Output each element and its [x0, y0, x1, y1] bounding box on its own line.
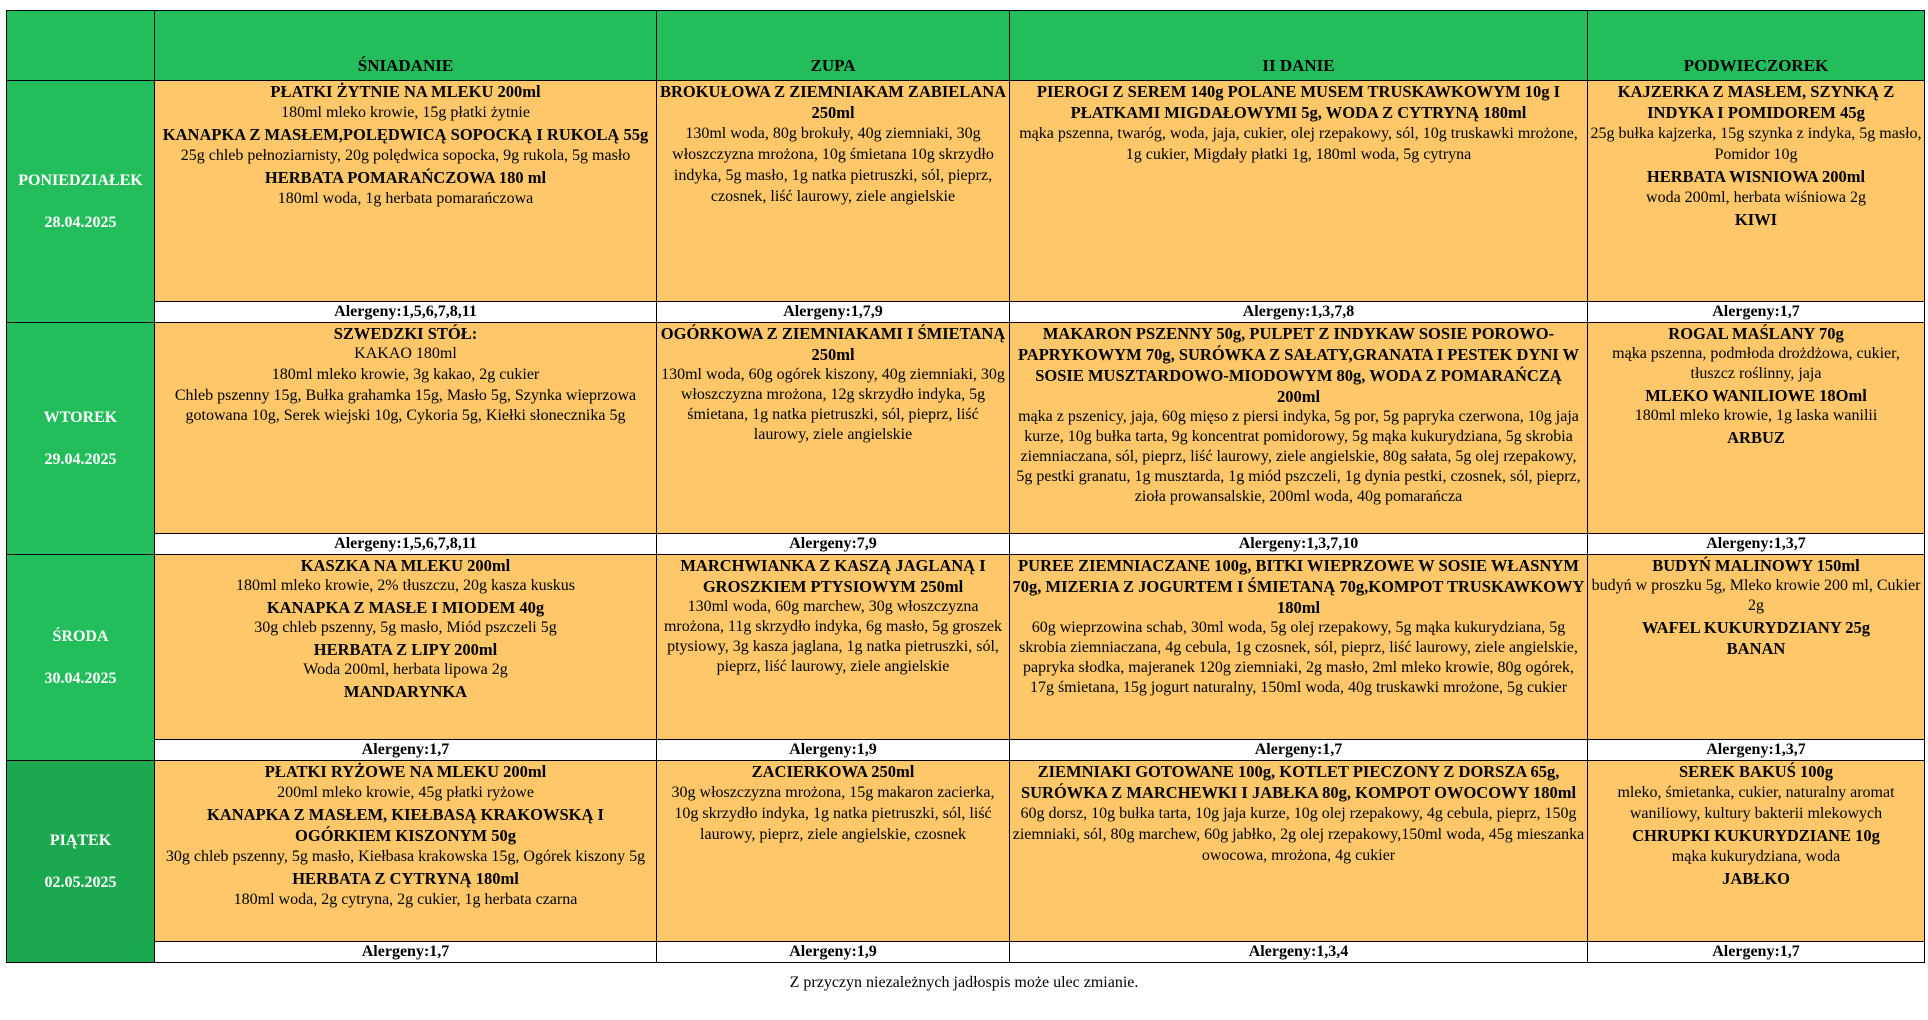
header-soup: ZUPA [657, 11, 1010, 81]
dish-title: KIWI [1734, 210, 1778, 229]
day-row-poniedzialek [7, 81, 1925, 302]
header-corner [7, 11, 155, 81]
dish-title: KAJZERKA Z MASŁEM, SZYNKĄ Z INDYKA I POMIDOREM 45g [1617, 82, 1895, 122]
soup-cell [657, 323, 1010, 534]
breakfast-cell [155, 81, 657, 302]
dish-title: ROGAL MAŚLANY 70g [1668, 324, 1844, 343]
dish-ingredients: 60g wieprzowina schab, 30ml woda, 5g olej rzepakowy, 5g mąka kukurydziana, 5g skrobia ziemniaczana, 4g cebula, 1g czosnek, sól, pieprz, liść laurowy, ziele angielskie, papryka słodka, majeranek 120g ziemniaki, 2g masło, 2ml mleko krowie, 80g ogórek, 17g śmietana, 15g jogurt naturalny, 150ml woda, 40g truskawki mrożone, 5g cukier [1019, 619, 1578, 696]
dish-ingredients: 60g dorsz, 10g bułka tarta, 10g jaja kurze, 10g olej rzepakowy, 4g cebula, pieprz, 150g ziemniaki, sól, 80g marchew, 60g jabłko, 2g olej rzepakowy,150ml woda, 45g mieszanka owocowa, mrożona, 4g cukier [1012, 805, 1585, 864]
dish-title: HERBATA Z CYTRYNĄ 180ml [292, 869, 519, 888]
dish-ingredients: KAKAO 180ml [354, 345, 457, 362]
day-date: 30.04.2025 [44, 669, 117, 687]
dish-title: PIEROGI Z SEREM 140g POLANE MUSEM TRUSKAWKOWYM 10g I PŁATKAMI MIGDAŁOWYMI 5g, WODA Z CYTRYNĄ 180ml [1036, 82, 1561, 122]
dish-title: HERBATA POMARAŃCZOWA 180 ml [264, 168, 547, 187]
dish-title: KASZKA NA MLEKU 200ml [300, 556, 511, 575]
dish-title: MLEKO WANILIOWE 18Oml [1645, 386, 1867, 405]
allergens-cell: Alergeny:1,3,7,10 [1010, 534, 1588, 555]
dish-title: SEREK BAKUŚ 100g [1678, 762, 1834, 781]
allergens-cell: Alergeny:1,9 [657, 740, 1010, 761]
breakfast-cell [155, 323, 657, 534]
day-name: PONIEDZIAŁEK [18, 171, 143, 189]
allergens-cell: Alergeny:1,7,9 [657, 302, 1010, 323]
footer-note: Z przyczyn niezależnych jadłospis może ulec zmianie. [789, 974, 1139, 991]
allergens-row [7, 534, 1925, 555]
header-breakfast: ŚNIADANIE [155, 11, 657, 81]
day-row-wtorek [7, 323, 1925, 534]
dish-title: HERBATA Z LIPY 200ml [313, 640, 498, 659]
allergens-cell: Alergeny:1,5,6,7,8,11 [155, 302, 657, 323]
dish-ingredients: 25g bułka kajzerka, 15g szynka z indyka, 5g masło, Pomidor 10g [1590, 125, 1922, 163]
header-main: II DANIE [1010, 11, 1588, 81]
day-cell [7, 555, 155, 761]
allergens-cell: Alergeny:1,3,7 [1588, 534, 1925, 555]
dish-title: JABŁKO [1722, 869, 1790, 888]
main-dish-cell [1010, 81, 1588, 302]
dish-ingredients: 180ml woda, 1g herbata pomarańczowa [277, 190, 534, 207]
allergens-cell: Alergeny:7,9 [657, 534, 1010, 555]
allergens-cell: Alergeny:1,7 [155, 942, 657, 963]
dish-ingredients: mąka pszenna, twaróg, woda, jaja, cukier, olej rzepakowy, sól, 10g truskawki mrożone, 1g cukier, Migdały płatki 1g, 180ml woda, 5g cytryna [1019, 125, 1578, 163]
allergens-cell: Alergeny:1,7 [1588, 942, 1925, 963]
dish-title: BROKUŁOWA Z ZIEMNIAKAM ZABIELANA 250ml [659, 82, 1007, 122]
dish-ingredients: budyń w proszku 5g, Mleko krowie 200 ml, Cukier 2g [1591, 577, 1921, 614]
allergens-cell: Alergeny:1,3,7 [1588, 740, 1925, 761]
day-row-sroda [7, 555, 1925, 740]
dish-title: BUDYŃ MALINOWY 150ml [1652, 556, 1860, 575]
snack-cell [1588, 555, 1925, 740]
dish-ingredients: 30g chleb pszenny, 5g masło, Kiełbasa krakowska 15g, Ogórek kiszony 5g [165, 848, 646, 865]
breakfast-cell [155, 761, 657, 942]
dish-ingredients: 25g chleb pełnoziarnisty, 20g polędwica sopocka, 9g rukola, 5g masło [180, 147, 631, 164]
snack-cell [1588, 81, 1925, 302]
dish-title: KANAPKA Z MASŁEM, KIEŁBASĄ KRAKOWSKĄ I OGÓRKIEM KISZONYM 50g [207, 805, 604, 845]
dish-ingredients: 200ml mleko krowie, 45g płatki ryżowe [277, 784, 534, 801]
dish-ingredients: Woda 200ml, herbata lipowa 2g [303, 661, 508, 678]
dish-ingredients: 180ml mleko krowie, 1g laska wanilii [1634, 407, 1878, 424]
dish-title: BANAN [1726, 639, 1786, 658]
soup-cell [657, 81, 1010, 302]
allergens-row [7, 942, 1925, 963]
dish-title: MARCHWIANKA Z KASZĄ JAGLANĄ I GROSZKIEM PTYSIOWYM 250ml [680, 556, 986, 596]
day-date: 29.04.2025 [44, 450, 117, 468]
day-cell [7, 761, 155, 963]
day-date: 28.04.2025 [44, 213, 117, 231]
day-row-piatek [7, 761, 1925, 942]
dish-title: ZACIERKOWA 250ml [751, 762, 915, 781]
dish-ingredients: Chleb pszenny 15g, Bułka grahamka 15g, Masło 5g, Szynka wieprzowa gotowana 10g, Serek wiejski 10g, Cykoria 5g, Kiełki słonecznika 5g [174, 387, 637, 424]
allergens-cell: Alergeny:1,9 [657, 942, 1010, 963]
dish-ingredients: woda 200ml, herbata wiśniowa 2g [1646, 189, 1866, 206]
main-dish-cell [1010, 555, 1588, 740]
dish-title: MAKARON PSZENNY 50g, PULPET Z INDYKAW SOSIE POROWO-PAPRYKOWYM 70g, SURÓWKA Z SAŁATY,GRANATA I PESTEK DYNI W SOSIE MUSZTARDOWO-MIODOWYM 80g, WODA Z POMARAŃCZĄ 200ml [1017, 324, 1580, 406]
dish-title: OGÓRKOWA Z ZIEMNIAKAMI I ŚMIETANĄ 250ml [660, 324, 1006, 364]
dish-title: PŁATKI ŻYTNIE NA MLEKU 200ml [270, 82, 541, 101]
breakfast-cell [155, 555, 657, 740]
allergens-cell: Alergeny:1,7 [1588, 302, 1925, 323]
snack-cell [1588, 761, 1925, 942]
dish-ingredients: mleko, śmietanka, cukier, naturalny aromat waniliowy, kultury bakterii mlekowych [1617, 784, 1895, 822]
dish-title: KANAPKA Z MASŁE I MIODEM 40g [266, 598, 545, 617]
day-name: PIĄTEK [49, 831, 112, 849]
allergens-cell: Alergeny:1,3,4 [1010, 942, 1588, 963]
main-dish-cell [1010, 323, 1588, 534]
dish-ingredients: 30g chleb pszenny, 5g masło, Miód pszczeli 5g [254, 619, 557, 636]
menu-table [6, 10, 1925, 963]
day-cell [7, 81, 155, 323]
allergens-cell: Alergeny:1,7 [1010, 740, 1588, 761]
dish-ingredients: 180ml mleko krowie, 2% tłuszczu, 20g kasza kuskus [235, 577, 576, 594]
allergens-cell: Alergeny:1,7 [155, 740, 657, 761]
allergens-cell: Alergeny:1,3,7,8 [1010, 302, 1588, 323]
dish-ingredients: 180ml mleko krowie, 3g kakao, 2g cukier [271, 366, 540, 383]
dish-title: PUREE ZIEMNIACZANE 100g, BITKI WIEPRZOWE W SOSIE WŁASNYM 70g, MIZERIA Z JOGURTEM I ŚMIETANĄ 70g,KOMPOT TRUSKAWKOWY 180ml [1012, 556, 1585, 617]
dish-ingredients: 130ml woda, 80g brokuły, 40g ziemniaki, 30g włoszczyzna mrożona, 10g śmietana 10g skrzydło indyka, 5g masło, 1g natka pietruszki, sól, pieprz, czosnek, liść laurowy, ziele angielskie [672, 125, 994, 205]
dish-title: HERBATA WISNIOWA 200ml [1646, 167, 1866, 186]
allergens-row [7, 302, 1925, 323]
allergens-cell: Alergeny:1,5,6,7,8,11 [155, 534, 657, 555]
dish-title: CHRUPKI KUKURYDZIANE 10g [1632, 826, 1880, 845]
dish-ingredients: mąka kukurydziana, woda [1671, 848, 1841, 865]
dish-ingredients: mąka z pszenicy, jaja, 60g mięso z piersi indyka, 5g por, 5g papryka czerwona, 10g jaja kurze, 10g bułka tarta, 9g koncentrat pomidorowy, 5g mąka kukurydziana, 5g skrobia ziemniaczana, sól, pieprz, liść laurowy, ziele angielskie, 80g sałata, 5g olej rzepakowy, 5g pestki granatu, 1g musztarda, 1g miód pszczeli, 1g dynia pestki, czosnek, sól, pieprz, zioła prowansalskie, 200ml woda, 40g pomarańcza [1016, 408, 1581, 505]
soup-cell [657, 761, 1010, 942]
dish-ingredients: mąka pszenna, podmłoda drożdżowa, cukier, tłuszcz roślinny, jaja [1612, 345, 1900, 382]
dish-ingredients: 130ml woda, 60g marchew, 30g włoszczyzna mrożona, 11g skrzydło indyka, 6g masło, 5g groszek ptysiowy, 3g kasza jaglana, 1g natka pietruszki, sól, pieprz, liść laurowy, ziele angielskie [663, 598, 1002, 675]
day-date: 02.05.2025 [44, 873, 117, 891]
dish-title: PŁATKI RYŻOWE NA MLEKU 200ml [264, 762, 547, 781]
dish-title: KANAPKA Z MASŁEM,POLĘDWICĄ SOPOCKĄ I RUKOLĄ 55g [162, 125, 649, 144]
header-row [7, 11, 1925, 81]
day-name: ŚRODA [52, 627, 109, 645]
day-name: WTOREK [43, 408, 118, 426]
dish-ingredients: 130ml woda, 60g ogórek kiszony, 40g ziemniaki, 30g włoszczyzna mrożona, 12g skrzydło indyka, 5g śmietana, 1g natka pietruszki, sól, pieprz, liść laurowy, ziele angielskie [661, 366, 1005, 443]
soup-cell [657, 555, 1010, 740]
dish-title: ARBUZ [1727, 428, 1785, 447]
header-snack: PODWIECZOREK [1588, 11, 1925, 81]
dish-ingredients: 180ml mleko krowie, 15g płatki żytnie [281, 104, 530, 121]
dish-title: SZWEDZKI STÓŁ: [333, 324, 478, 343]
snack-cell [1588, 323, 1925, 534]
allergens-row [7, 740, 1925, 761]
main-dish-cell [1010, 761, 1588, 942]
dish-title: MANDARYNKA [343, 682, 468, 701]
dish-title: WAFEL KUKURYDZIANY 25g [1642, 618, 1870, 637]
dish-ingredients: 180ml woda, 2g cytryna, 2g cukier, 1g herbata czarna [233, 891, 578, 908]
day-cell [7, 323, 155, 555]
dish-title: ZIEMNIAKI GOTOWANE 100g, KOTLET PIECZONY Z DORSZA 65g, SURÓWKA Z MARCHEWKI I JABŁKA 80g, KOMPOT OWOCOWY 180ml [1020, 762, 1577, 802]
dish-ingredients: 30g włoszczyzna mrożona, 15g makaron zacierka, 10g skrzydło indyka, 1g natka pietruszki, sól, liść laurowy, pieprz, ziele angielskie, czosnek [671, 784, 995, 843]
